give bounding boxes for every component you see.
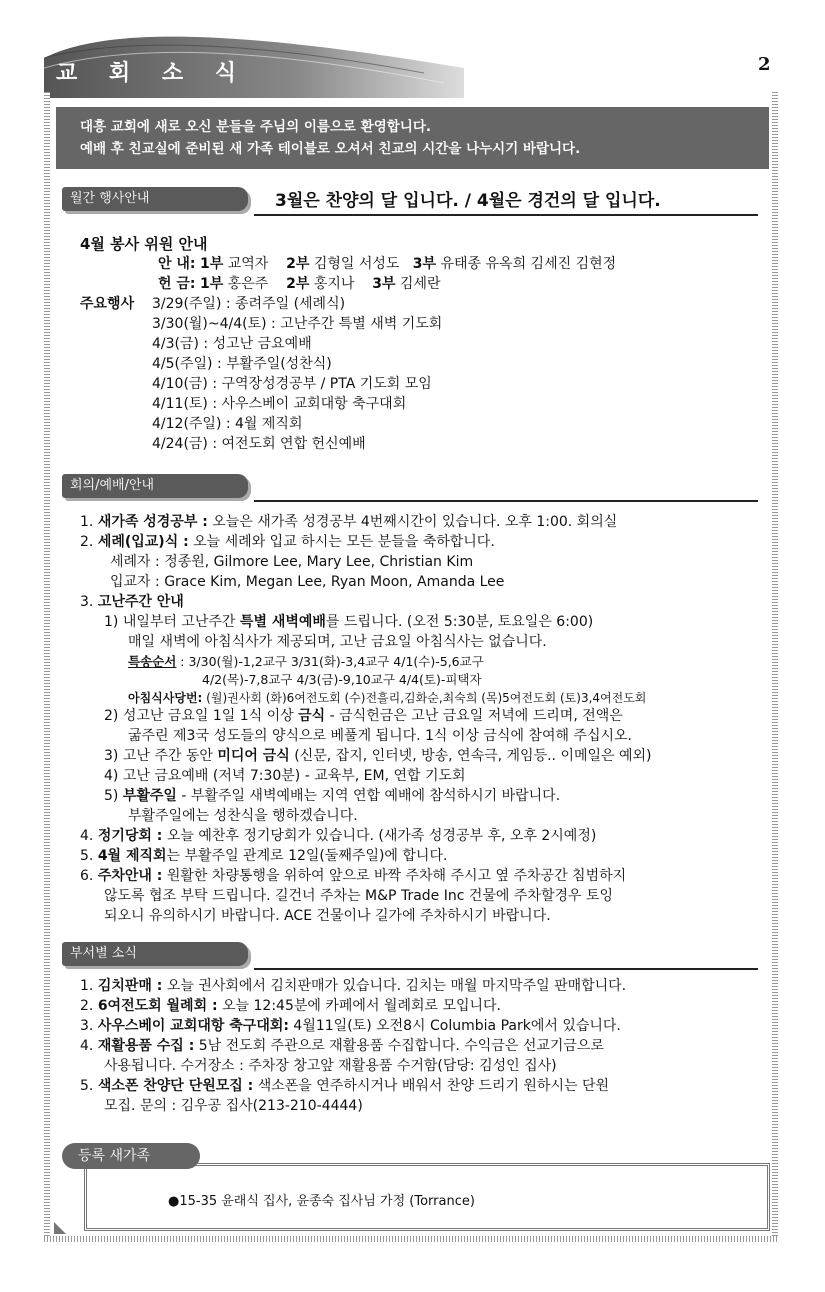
frame-bottom	[44, 1236, 778, 1242]
item-text: 색소폰을 연주하시거나 배워서 찬양 드리기 원하시는 단원	[253, 1078, 610, 1094]
item-text: 는 부활주일 관계로 12일(둘째주일)에 합니다.	[166, 848, 448, 864]
parking-line-2: 않도록 협조 부탁 드립니다. 길건너 주차는 M&P Trade Inc 건물에 주차할경우 토잉	[104, 888, 614, 904]
item-heading: 정기당회 :	[97, 828, 163, 844]
event-item: 4/24(금) : 여전도회 연합 헌신예배	[152, 436, 366, 452]
event-item: 4/12(주일) : 4월 제직회	[152, 416, 303, 432]
item-number: 4.	[80, 1038, 94, 1054]
breakfast-label: 아침식사당번:	[128, 691, 203, 705]
section-divider	[254, 214, 758, 216]
frame-right	[772, 92, 778, 1242]
item-heading: 김치판매 :	[97, 978, 163, 994]
usher-label: 안 내:	[158, 256, 196, 272]
sub-text: (신문, 잡지, 인터넷, 방송, 연속극, 게임등.. 이메일은 예외)	[289, 748, 652, 764]
event-item: 3/30(월)~4/4(토) : 고난주간 특별 새벽 기도회	[152, 316, 443, 332]
dept-item-4-detail: 사용됩니다. 수거장소 : 주차장 창고앞 재활용품 수거함(담당: 김성인 집사)	[104, 1058, 557, 1074]
sub-text: 3) 고난 주간 동안	[104, 748, 218, 764]
sub-item-4: 4) 고난 금요예배 (저녁 7:30분) - 교육부, EM, 연합 기도회	[104, 768, 466, 784]
sub-text: 1) 내일부터 고난주간	[104, 614, 240, 630]
sub-item-3	[104, 746, 652, 766]
dept-item-2	[80, 996, 501, 1016]
breakfast-text: (월)권사회 (화)6여전도회 (수)전흘리,김화순,최숙희 (목)5여전도회 (토)3,4여전도회	[202, 691, 647, 705]
meeting-item-4	[80, 826, 596, 846]
item-heading: 주차안내 :	[97, 868, 163, 884]
section-tag-meeting: 회의/예배/안내	[62, 474, 248, 498]
sub-text: 를 드립니다. (오전 5:30분, 토요일은 6:00)	[325, 614, 594, 630]
item-heading: 4월 제직회	[97, 848, 167, 864]
offering-label: 헌 금:	[158, 276, 196, 292]
dept-item-5-detail: 모집. 문의 : 김우공 집사(213-210-4444)	[104, 1098, 363, 1114]
special-song-order	[128, 652, 484, 672]
dept-item-3	[80, 1016, 621, 1036]
section-divider	[254, 968, 758, 970]
baptism-list: 세례자 : 정종원, Gilmore Lee, Mary Lee, Christian Kim	[110, 554, 474, 570]
confirmation-list: 입교자 : Grace Kim, Megan Lee, Ryan Moon, Amanda Lee	[110, 574, 505, 590]
item-number: 5.	[80, 848, 94, 864]
page-number: 2	[758, 54, 771, 75]
parking-line-3: 되오니 유의하시기 바랍니다. ACE 건물이나 길가에 주차하시기 바랍니다.	[104, 908, 551, 924]
events-label-text: 주요행사	[80, 296, 135, 312]
item-text: 4월11일(토) 오전8시 Columbia Park에서 있습니다.	[288, 1018, 621, 1034]
sub-heading: 부활주일	[122, 788, 177, 804]
service-label: 2부	[286, 256, 310, 272]
meeting-item-2	[80, 532, 495, 552]
item-heading: 고난주간 안내	[97, 594, 184, 610]
item-text: 원활한 차량통행을 위하여 앞으로 바짝 주차해 주시고 옆 주차공간 침범하지	[162, 868, 627, 884]
item-heading: 6여전도회 월례회 :	[97, 998, 218, 1014]
sub-item-5-detail: 부활주일에는 성찬식을 행하겠습니다.	[128, 808, 358, 824]
item-text: 오늘 12:45분에 카페에서 월례회로 모입니다.	[217, 998, 502, 1014]
new-family-entry: ●15-35 윤래식 집사, 윤종숙 집사님 가정 (Torrance)	[168, 1194, 475, 1209]
section-tag-department: 부서별 소식	[62, 942, 248, 966]
item-number: 3.	[80, 594, 94, 610]
item-heading: 새가족 성경공부 :	[97, 514, 208, 530]
sub-text: - 금식헌금은 고난 금요일 저녁에 드리며, 전액은	[325, 708, 623, 724]
item-number: 1.	[80, 514, 94, 530]
item-heading: 세례(입교)식 :	[97, 534, 189, 550]
item-text: 오늘 세례와 입교 하시는 모든 분들을 축하합니다.	[188, 534, 495, 550]
offering-names: 홍은주	[227, 276, 269, 292]
item-text: 오늘은 새가족 성경공부 4번째시간이 있습니다. 오후 1:00. 회의실	[207, 514, 618, 530]
frame-left	[44, 92, 50, 1242]
service-label: 1부	[199, 256, 224, 272]
sub-item-1-detail: 매일 새벽에 아침식사가 제공되며, 고난 금요일 아침식사는 없습니다.	[128, 634, 547, 650]
special-song-order-2: 4/2(목)-7,8교구 4/3(금)-9,10교구 4/4(토)-피택자	[202, 672, 482, 687]
item-number: 2.	[80, 998, 94, 1014]
service-label: 2부	[286, 276, 310, 292]
offering-row	[158, 274, 441, 294]
event-item: 3/29(주일) : 종려주일 (세례식)	[152, 296, 346, 312]
welcome-line-1: 대흥 교회에 새로 오신 분들을 주님의 이름으로 환영합니다.	[80, 119, 432, 135]
sub-item-5	[104, 786, 560, 806]
sub-heading: 특별 새벽예배	[239, 614, 326, 630]
sub-text: 2) 성고난 금요일 1일 1식 이상	[104, 708, 299, 724]
sub-text: - 부활주일 새벽예배는 지역 연합 예배에 참석하시기 바랍니다.	[176, 788, 561, 804]
new-family-tag: 등록 새가족	[62, 1143, 200, 1169]
breakfast-duty	[128, 688, 646, 708]
meeting-item-5	[80, 846, 447, 866]
dept-item-4	[80, 1036, 604, 1056]
welcome-line-2: 예배 후 친교실에 준비된 새 가족 테이블로 오셔서 친교의 시간을 나누시기 바랍니다.	[80, 141, 581, 157]
item-text: 오늘 권사회에서 김치판매가 있습니다. 김치는 매월 마지막주일 판매합니다.	[162, 978, 627, 994]
page-title: 교 회 소 식	[56, 61, 248, 86]
item-heading: 색소폰 찬양단 단원모집 :	[97, 1078, 254, 1094]
dept-item-1	[80, 976, 626, 996]
events-label	[80, 294, 134, 314]
sub-heading: 미디어 금식	[217, 748, 290, 764]
event-item: 4/3(금) : 성고난 금요예배	[152, 336, 312, 352]
welcome-banner	[56, 107, 769, 169]
sub-text: 5)	[104, 788, 123, 804]
committee-title: 4월 봉사 위원 안내	[80, 235, 208, 253]
sub-item-2	[104, 706, 623, 726]
service-label: 3부	[372, 276, 396, 292]
usher-names: 김형일 서성도	[313, 256, 400, 272]
usher-row	[158, 254, 616, 274]
section-divider	[254, 500, 758, 502]
sub-item-2-detail: 굶주린 제3국 성도들의 양식으로 베풀게 됩니다. 1식 이상 금식에 참여해 주십시오.	[128, 728, 632, 744]
item-number: 4.	[80, 828, 94, 844]
usher-names: 교역자	[227, 256, 269, 272]
event-item: 4/11(토) : 사우스베이 교회대항 축구대회	[152, 396, 407, 412]
meeting-item-1	[80, 512, 617, 532]
sub-heading: 금식	[298, 708, 326, 724]
item-number: 1.	[80, 978, 94, 994]
monthly-theme: 3월은 찬양의 달 입니다. / 4월은 경건의 달 입니다.	[275, 191, 661, 211]
meeting-item-3	[80, 592, 184, 612]
event-item: 4/5(주일) : 부활주일(성찬식)	[152, 356, 332, 372]
offering-names: 김세란	[399, 276, 441, 292]
service-label: 1부	[199, 276, 224, 292]
item-text: 오늘 예찬후 정기당회가 있습니다. (새가족 성경공부 후, 오후 2시예정)	[162, 828, 597, 844]
item-heading: 재활용품 수집 :	[97, 1038, 195, 1054]
dept-item-5	[80, 1076, 609, 1096]
special-song-label: 특송순서	[128, 654, 177, 669]
item-heading: 사우스베이 교회대항 축구대회:	[97, 1018, 289, 1034]
corner-triangle-icon	[54, 1222, 66, 1234]
usher-names: 유태종 유옥희 김세진 김현정	[440, 256, 617, 272]
sub-item-1	[104, 612, 593, 632]
offering-names: 홍지나	[313, 276, 355, 292]
service-label: 3부	[412, 256, 437, 272]
meeting-item-6	[80, 866, 626, 886]
item-number: 6.	[80, 868, 94, 884]
section-tag-monthly: 월간 행사안내	[62, 187, 248, 211]
item-number: 2.	[80, 534, 94, 550]
item-number: 5.	[80, 1078, 94, 1094]
item-number: 3.	[80, 1018, 94, 1034]
special-song-text: : 3/30(월)-1,2교구 3/31(화)-3,4교구 4/1(수)-5,6교구	[176, 654, 484, 669]
item-text: 5남 전도회 주관으로 재활용품 수집합니다. 수익금은 선교기금으로	[194, 1038, 604, 1054]
event-item: 4/10(금) : 구역장성경공부 / PTA 기도회 모임	[152, 376, 432, 392]
